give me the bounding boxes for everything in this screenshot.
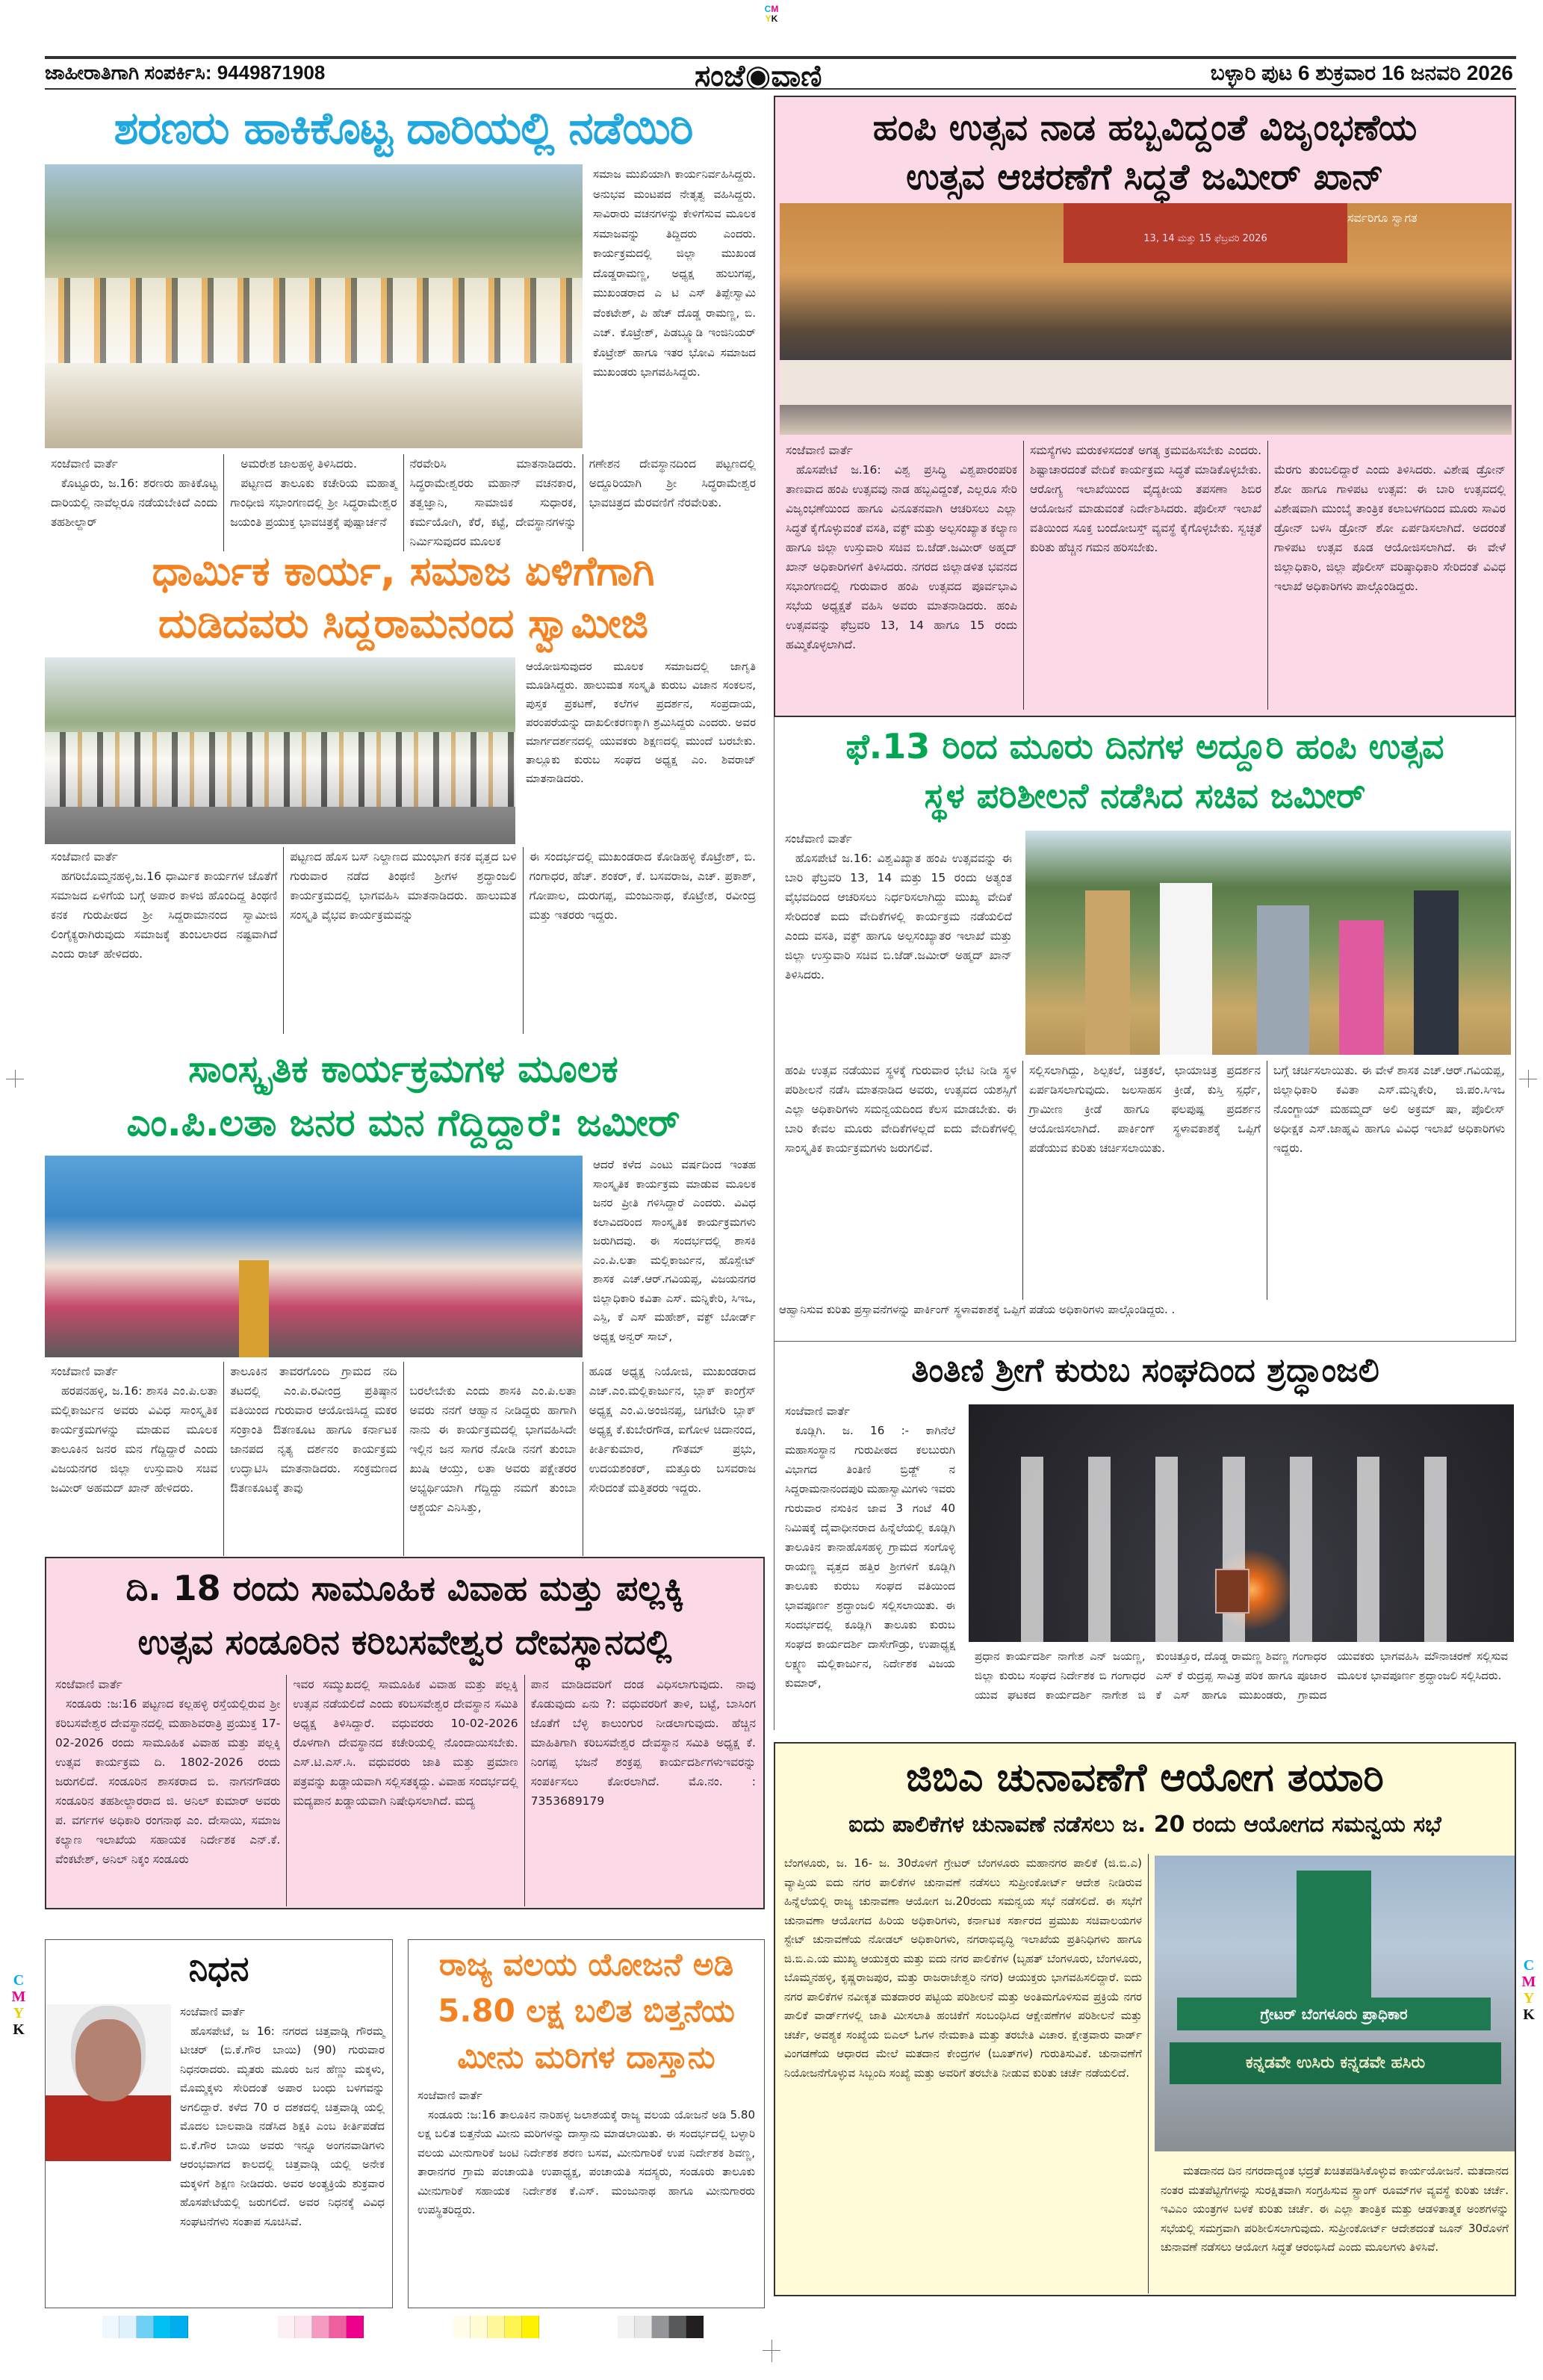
color-swatch-yellow-0 [453, 2316, 471, 2338]
photo-person-suit [1414, 890, 1459, 1055]
cmyk-k: K [771, 13, 778, 24]
cmyk-c: C [764, 4, 772, 14]
headline-line-2: ಎಂ.ಪಿ.ಲತಾ ಜನರ ಮನ ಗೆದ್ದಿದ್ದಾರೆ: ಜಮೀರ್ [126, 1101, 680, 1144]
hampi-main-col-3: ಮೆರಗು ತುಂಬಲಿದ್ದಾರೆ ಎಂದು ತಿಳಿಸಿದರು. ವಿಶೇಷ ಡ್ರೋನ್ ಶೋ ಹಾಗೂ ಗಾಳಿಪಟ ಉತ್ಸವ: ಈ ಬಾರಿ ಉತ್ಸವದಲ್ಲಿ ವಿಶೇಷವಾಗಿ ಮುಂಬೈ ತಾಂತ್ರಿಕ ಕಲಾಬಳಗದಿಂದ ಮೂರು ಸಾವಿರ ಡ್ರೋನ್ ಬಳಸಿ ಡ್ರೋನ್ ಶೋ ಏರ್ಪಡಿಸಲಾಗಿದೆ. ಅದರಂತೆ ಗಾಳಿಪಟ ಉತ್ಸವ ಕೂಡ ಆಯೋಜಿಸಲಾಗಿದೆ. ಈ ವೇಳೆ ಜಿಲ್ಲಾಧಿಕಾರಿ, ಜಿಲ್ಲಾ ಪೊಲೀಸ್ ವರಿಷ್ಠಾಧಿಕಾರಿ ಸೇರಿದಂತೆ ವಿವಿಧ ಇಲಾಖೆ ಅಧಿಕಾರಿಗಳು ಪಾಲ್ಗೊಂಡಿದ್ದರು. [1267, 441, 1512, 710]
samuhika-col-1 [49, 1675, 286, 1906]
byline: ಸಂಜೆವಾಣಿ ವಾರ್ತೆ [785, 1404, 850, 1418]
tinthini-photo-caption: ಪ್ರಧಾನ ಕಾರ್ಯದರ್ಶಿ ನಾಗೇಶ ಎನ್ ಜಯಣ್ಣ, ಜಿಲ್ಲಾ ಕುರುಬ ಸಂಘದ ನಿರ್ದೇಶಕ ಬಿ ಗಂಗಾಧರ ಯುವ ಘಟಕದ ಕಾರ್ಯದರ್ಶಿ ನಾಗೇಶ ಜಿ ಕುಂಚಿತ್ತೂರ, ದೊಡ್ಡ ರಾಮಣ್ಣ ಶಿವಣ್ಣ ಗಂಗಾಧರ ಎಸ್ ಕೆ ರುದ್ರಪ್ಪ ಸಾವಿತ್ರ ಪರಿಕ ಹಾಗೂ ಪೂಜಾರ ಕೆ ಎಸ್ ಹಾಗೂ ಮುಖಂಡರು, ಗ್ರಾಮದ ಯುವಕರು ಭಾಗವಹಿಸಿ ಮೌನಾಚರಣೆ ಸಲ್ಲಿಸುವ ಮೂಲಕ ಭಾವಪೂರ್ಣ ಶ್ರದ್ಧಾಂಜಲಿ ಸಲ್ಲಿಸಿದರು. [975, 1649, 1508, 1702]
photo-stage-banner [1064, 203, 1347, 263]
article-sharanaru [45, 93, 762, 548]
body-text: ಸಂಡೂರು :ಜ:16 ಪಟ್ಟಣದ ಕಲ್ಲಹಳ್ಳಿ ರಸ್ತೆಯಲ್ಲಿರುವ ಶ್ರೀ ಕರಿಬಸವೇಶ್ವರ ದೇವಸ್ಥಾನದಲ್ಲಿ ಮಹಾಶಿವರಾತ್ರಿ ಪ್ರಯುಕ್ತ 17-02-2026 ರಂದು ಸಾಮೂಹಿಕ ವಿವಾಹ ಮತ್ತು ಪಲ್ಲಕ್ಕಿ ಉತ್ಸವ ಕಾರ್ಯಕ್ರಮ ದಿ. 1802-2026 ರಂದು ಜರುಗಲಿದೆ. ಸಂಡೂರಿನ ಶಾಸಕರಾದ ಬಿ. ನಾಗನಗೌಡರು ಸಂಡೂರಿನ ತಹಶೀಲ್ದಾರರಾದ ಜಿ. ಅನಿಲ್ ಕುಮಾರ್ ಅವರು ಪ. ವರ್ಗಗಳ ಅಧಿಕಾರಿ ರಂಗನಾಥ ಎಂ. ದೇಸಾಯಿ, ಸಮಾಜ ಕಲ್ಯಾಣ ಇಲಾಖೆಯ ಸಹಾಯಕ ನಿರ್ದೇಶಕ ಎನ್.ಕೆ. ವೆಂಕಟೇಶ್, ಅನಿಲ್ ನಿಕ್ಕಂ ಸಂಡೂರು [55, 1697, 281, 1866]
hampi-main-col-1 [780, 441, 1023, 710]
photo-lamp [239, 1260, 269, 1357]
color-swatch-cyan-2 [137, 2316, 154, 2338]
cmyk-side-right [1521, 1957, 1537, 2023]
photo-emblem [1297, 1871, 1371, 1998]
dharmika-col-right: ಆಯೋಜಿಸುವುದರ ಮೂಲಕ ಸಮಾಜದಲ್ಲಿ ಜಾಗೃತಿ ಮೂಡಿಸಿದ್ದರು. ಹಾಲುಮತ ಸಂಸ್ಕೃತಿ ಕುರುಬ ವಿಜಾನ ಸಂಕಲನ, ಪುಸ್ತಕ ಪ್ರಕಟಣೆ, ಕಲೆಗಳ ಪ್ರದರ್ಶನ, ಸಂಪ್ರದಾಯ, ಪರಂಪರೆಯನ್ನು ದಾಖಲೀಕರಣಕ್ಕಾಗಿ ಶ್ರಮಿಸಿದ್ದರು ಎಂದರು. ಅವರ ಮಾರ್ಗದರ್ಶನದಲ್ಲಿ ಯುವಕರು ಶಿಕ್ಷಣದಲ್ಲಿ ಮುಂದೆ ಬರಬೇಕು. ತಾಲ್ಲೂಕು ಕುರುಬ ಸಂಘದ ಅಧ್ಯಕ್ಷ ಎಂ. ಶಿವರಾಜ್ ಮಾತನಾಡಿದರು. [526, 660, 756, 785]
photo-procession-crowd [45, 164, 583, 448]
samuhika-col-3: ಪಾನ ಮಾಡಿದವರಿಗೆ ದಂಡ ವಿಧಿಸಲಾಗುವುದು. ನಾವು ಕೊಡುವುದು ಏನು ?: ವಧುವರರಿಗೆ ತಾಳಿ, ಬಟ್ಟೆ, ಬಾಸಿಂಗ ಜೊತೆಗೆ ಬೆಳ್ಳಿ ಕಾಲುಂಗುರ ನೀಡಲಾಗುವುದು. ಹೆಚ್ಚಿನ ಮಾಹಿತಿಗಾಗಿ ಕರಿಬಸವೇಶ್ವರ ದೇವಸ್ಥಾನ ಸಮಿತಿ ಅಧ್ಯಕ್ಷ ಕೆ. ನಿಂಗಪ್ಪ ಭಜನೆ ಶಂಕ್ರಪ್ಪ ಕಾರ್ಯದರ್ಶಿಗಳುಇವರನ್ನು ಸಂಪರ್ಕಿಸಲು ಕೋರಲಾಗಿದೆ. ಮೊ.ನಂ. : 7353689179 [524, 1675, 762, 1906]
tinthini-col-left [779, 1401, 961, 1723]
color-swatch-cyan-3 [154, 2316, 171, 2338]
byline: ಸಂಜೆವಾಣಿ ವಾರ್ತೆ [51, 850, 118, 864]
mp-latha-columns [45, 1362, 762, 1556]
dateline: ಬಳ್ಳಾರಿ ಪುಟ 6 ಶುಕ್ರವಾರ 16 ಜನವರಿ 2026 [1210, 61, 1513, 84]
byline: ಸಂಜೆವಾಣಿ ವಾರ್ತೆ [785, 832, 852, 846]
cmyk-side-left [10, 1972, 27, 2038]
body-text: ಹೊಸಪೇಟೆ ಜ.16: ವಿಶ್ವವಿಖ್ಯಾತ ಹಂಪಿ ಉತ್ಸವವನ್ನು ಈ ಬಾರಿ ಫೆಬ್ರವರಿ 13, 14 ಮತ್ತು 15 ರಂದು ಅತ್ಯಂತ ವೈಭವದಿಂದ ಆಚರಿಸಲು ನಿರ್ಧರಿಸಲಾಗಿದ್ದು ಮುಖ್ಯ ವೇದಿಕೆ ಸೇರಿದಂತೆ ಐದು ವೇದಿಕೆಗಳಲ್ಲಿ ಕಾರ್ಯಕ್ರಮ ನಡೆಯಲಿದೆ ಎಂದು ವಸತಿ, ವಕ್ಫ್ ಹಾಗೂ ಅಲ್ಪಸಂಖ್ಯಾತರ ಇಲಾಖೆ ಮತ್ತು ಜಿಲ್ಲಾ ಉಸ್ತುವಾರಿ ಸಚಿವ ಬಿ.ಜೆಡ್.ಜಮೀರ್ ಅಹ್ಮದ್ ಖಾನ್ ತಿಳಿಸಿದರು. [785, 852, 1012, 982]
photo-gba-building [1155, 1856, 1515, 2151]
article-mp-latha [45, 1042, 762, 1514]
photo-police-officer [1085, 890, 1130, 1055]
color-swatch-black-0 [618, 2316, 635, 2338]
color-swatch-magenta-4 [347, 2316, 364, 2338]
headline-mp-latha [45, 1042, 762, 1150]
hampi-main-columns [780, 441, 1512, 710]
byline: ಸಂಜೆವಾಣಿ ವಾರ್ತೆ [417, 2089, 482, 2102]
mp-latha-col-1 [45, 1362, 223, 1556]
hampi-main-col-2: ಸಮಸ್ಯೆಗಳು ಮರುಕಳಿಸದಂತೆ ಅಗತ್ಯ ಕ್ರಮವಹಿಸಬೇಕು ಎಂದರು. ಶಿಷ್ಟಾಚಾರದಂತೆ ವೇದಿಕೆ ಕಾರ್ಯಕ್ರಮ ಸಿದ್ಧತೆ ಮಾಡಿಕೊಳ್ಳಬೇಕು. ಆರೋಗ್ಯ ಇಲಾಖೆಯಿಂದ ವೈದ್ಯಕೀಯ ತಪಸಣಾ ಶಿಬಿರ ಆಯೋಜನೆ ಮಾಡುವಂತೆ ನಿರ್ದೇಶಿಸಿದರು. ಪೊಲೀಸ್ ಇಲಾಖೆ ವತಿಯಿಂದ ಸೂಕ್ತ ಬಂದೋಬಸ್ತ್ ವ್ಯವಸ್ಥೆ ಕೈಗೊಳ್ಳಬೇಕು. ಸ್ವಚ್ಛತೆ ಕುರಿತು ಹೆಚ್ಚಿನ ಗಮನ ಹರಿಸಬೇಕು. [1023, 441, 1267, 710]
photo-portrait-frame [1215, 1569, 1249, 1614]
headline-line-2: ಸ್ಥಳ ಪರಿಶೀಲನೆ ನಡೆಸಿದ ಸಚಿವ ಜಮೀರ್ [924, 775, 1366, 816]
mp-latha-col-3: ಬರಲೇಬೇಕು ಎಂದು ಶಾಸಕಿ ಎಂ.ಪಿ.ಲತಾ ಅವರು ನನಗೆ ಆಹ್ವಾನ ನೀಡಿದ್ದರು ಹಾಗಾಗಿ ನಾನು ಈ ಕಾರ್ಯಕ್ರಮದಲ್ಲಿ ಭಾಗವಹಿಸಿದೇ ಇಲ್ಲಿನ ಜನ ಸಾಗರ ನೋಡಿ ನನಗೆ ತುಂಬಾ ಖುಷಿ ಆಯ್ತು, ಲತಾ ಅವರು ಪಕ್ಷೇತರರ ಅಭ್ಯರ್ಥಿಯಾಗಿ ಗೆದ್ದಿದ್ದು ನಮಗೆ ತುಂಬಾ ಆಶ್ಚರ್ಯ ಎನಿಸಿತ್ತು, [403, 1362, 583, 1556]
photo-people-group [991, 1457, 1484, 1642]
photo-person-pink [1339, 920, 1384, 1055]
photo-crowd-figures [45, 278, 583, 363]
headline-tinthini: ತಿಂತಿಣಿ ಶ್ರೀಗೆ ಕುರುಬ ಸಂಘದಿಂದ ಶ್ರದ್ಧಾಂಜಲಿ [911, 1351, 1379, 1389]
byline: ಸಂಜೆವಾಣಿ ವಾರ್ತೆ [51, 1365, 118, 1378]
body-text: ಪಟ್ಟಣದ ತಾಲೂಕು ಕಚೇರಿಯ ಮಹಾತ್ಮ ಗಾಂಧೀಜಿ ಸಭಾಂಗಣದಲ್ಲಿ ಶ್ರೀ ಸಿದ್ಧರಾಮೇಶ್ವರ ಜಯಂತಿ ಪ್ರಯುಕ್ತ ಭಾವಚಿತ್ರಕ್ಕೆ ಪುಷ್ಪಾರ್ಚನೆ [230, 477, 397, 529]
headline-line-1: ಫೆ.13 ರಿಂದ ಮೂರು ದಿನಗಳ ಅದ್ದೂರಿ ಹಂಪಿ ಉತ್ಸವ [845, 726, 1444, 766]
headline-line-1: ಧಾರ್ಮಿಕ ಕಾರ್ಯ, ಸಮಾಜ ಏಳಿಗೆಗಾಗಿ [152, 548, 655, 595]
cmyk-y: Y [13, 2005, 25, 2021]
headline-line-1: ರಾಜ್ಯ ವಲಯ ಯೋಜನೆ ಅಡಿ [438, 1946, 734, 1983]
headline-line-1: ಸಾಂಸ್ಕೃತಿಕ ಕಾರ್ಯಕ್ರಮಗಳ ಮೂಲಕ [188, 1047, 618, 1091]
color-swatch-yellow-2 [488, 2316, 505, 2338]
article-gba [774, 1742, 1516, 2296]
body-text: ಕೊಟ್ಟೂರು, ಜ.16: ಶರಣರು ಹಾಕಿಕೊಟ್ಟ ದಾರಿಯಲ್ಲಿ ನಾವೆಲ್ಲರೂ ನಡೆಯಬೇಕಿದೆ ಎಂದು ತಹಶೀಲ್ದಾರ್ [51, 477, 218, 529]
article-hampi-main [774, 96, 1516, 717]
hampi-site-col-3: ಬಗ್ಗೆ ಚರ್ಚಿಸಲಾಯಿತು. ಈ ವೇಳೆ ಶಾಸಕ ಎಚ್.ಆರ್.ಗವಿಯಪ್ಪ, ಜಿಲ್ಲಾಧಿಕಾರಿ ಕವಿತಾ ಎಸ್.ಮನ್ನಿಕೇರಿ, ಜಿ.ಪಂ.ಸಿಇಒ ನೊಂಗ್ಜಾಯ್ ಮಹಮ್ಮದ್ ಅಲಿ ಅಕ್ರಮ್ ಷಾ, ಪೊಲೀಸ್ ಅಧೀಕ್ಷಕ ಎಸ್.ಜಾಹ್ನವಿ ಹಾಗೂ ವಿವಿಧ ಇಲಾಖೆ ಅಧಿಕಾರಿಗಳು ಇದ್ದರು. [1267, 1061, 1511, 1300]
dharmika-col-3: ಈ ಸಂದರ್ಭದಲ್ಲಿ ಮುಖಂಡರಾದ ಕೋಡಿಹಳ್ಳಿ ಕೊಟ್ರೇಶ್, ಬಿ. ಗಂಗಾಧರ, ಹೆಚ್. ಶಂಕರ್, ಕೆ. ಬಸವರಾಜ, ಎಚ್. ಪ್ರಕಾಶ್, ಗೋಪಾಲ, ದುರುಗಪ್ಪ, ಮಂಜುನಾಥ, ಕೊಟ್ರೇಶ, ರವೀಂದ್ರ ಮತ್ತು ಇತರರು ಇದ್ದರು. [523, 847, 762, 1034]
color-bar-yellow [453, 2316, 539, 2340]
color-bar-black [618, 2316, 704, 2340]
body-text: ಅಮರೇಶ ಜಾಲಹಳ್ಳಿ ತಿಳಿಸಿದರು. [240, 457, 357, 471]
cmyk-c: C [13, 1972, 25, 1989]
cmyk-m: M [771, 4, 779, 14]
dharmika-columns [45, 847, 762, 1034]
headline-hampi-site [774, 717, 1515, 820]
headline-sharanaru: ಶರಣರು ಹಾಕಿಕೊಟ್ಟ ದಾರಿಯಲ್ಲಿ ನಡೆಯಿರಿ [114, 102, 693, 155]
headline-samuhika [46, 1558, 763, 1669]
nidhana-text [174, 2003, 391, 2302]
mp-latha-col-right: ಆದರೆ ಕಳೆದ ಎಂಟು ವರ್ಷದಿಂದ ಇಂತಹ ಸಾಂಸ್ಕೃತಿಕ ಕಾರ್ಯಕ್ರಮ ಮಾಡುವ ಮೂಲಕ ಜನರ ಪ್ರೀತಿ ಗಳಿಸಿದ್ದಾರೆ ಎಂದರು. ವಿವಿಧ ಕಲಾವಿದರಿಂದ ಸಾಂಸ್ಕೃತಿಕ ಕಾರ್ಯಕ್ರಮಗಳು ಜರುಗಿದವು. ಈ ಸಂದರ್ಭದಲ್ಲಿ ಶಾಸಕಿ ಎಂ.ಪಿ.ಲತಾ ಮಲ್ಲಿಕಾರ್ಜುನ, ಹೊಸ್ಪೇಟ್ ಶಾಸಕ ಎಚ್.ಆರ್.ಗವಿಯಪ್ಪ, ವಿಜಯನಗರ ಜಿಲ್ಲಾಧಿಕಾರಿ ಕವಿತಾ ಎಸ್. ಮನ್ನಿಕೇರಿ, ಸಿಇಒ, ಎಸ್ಪಿ, ಕೆ ಎಸ್ ಮಹೇಶ್, ವಕ್ಫ್ ಬೋರ್ಡ್ ಅಧ್ಯಕ್ಷ ಅನ್ವರ್ ಸಾಬ್, [593, 1158, 756, 1343]
sharanaru-col-3: ನೆರವೇರಿಸಿ ಮಾತನಾಡಿದರು. ಸಿದ್ಧರಾಮೇಶ್ವರರು ಮಹಾನ್ ವಚನಕಾರ, ತತ್ವಜ್ಞಾನಿ, ಸಾಮಾಜಿಕ ಸುಧಾರಕ, ಕರ್ಮಯೋಗಿ, ಕೆರೆ, ಕಟ್ಟೆ, ದೇವಸ್ಥಾನಗಳನ್ನು ನಿರ್ಮಿಸುವುದರ ಮೂಲಕ [403, 454, 583, 551]
color-swatch-yellow-4 [522, 2316, 539, 2338]
headline-gba: ಜಿಬಿಎ ಚುನಾವಣೆಗೆ ಆಯೋಗ ತಯಾರಿ [906, 1755, 1384, 1800]
body-text: ಸಂಡೂರು :ಜ:16 ತಾಲೂಕಿನ ನಾರಿಹಳ್ಳ ಜಲಾಶಯಕ್ಕೆ ರಾಜ್ಯ ವಲಯ ಯೋಜನೆ ಅಡಿ 5.80 ಲಕ್ಷ ಬಲಿತ ಬಿತ್ತನೆಯ ಮೀನು ಮರಿಗಳನ್ನು ದಾಸ್ತಾನು ಮಾಡಲಾಯಿತು. ಈ ಸಂದರ್ಭದಲ್ಲಿ ಬಳ್ಳಾರಿ ವಲಯ ಮೀನುಗಾರಿಕೆ ಜಂಟಿ ನಿರ್ದೇಶಕ ಶರಣ ಬಸವ, ಮೀನುಗಾರಿಕೆ ಉಪ ನಿರ್ದೇಶಕ ಶಿವಣ್ಣ, ತಾರಾನಗರ ಗ್ರಾಮ ಪಂಚಾಯತಿ ಉಪಾಧ್ಯಕ್ಷ, ಪಂಚಾಯತಿ ಸದಸ್ಯರು, ಸಂಡೂರು ತಾಲೂಕು ಮೀನುಗಾರಿಕೆ ಸಹಾಯಕ ನಿರ್ದೇಶಕ ಕೆ.ಎಸ್. ಮಂಜುನಾಥ ಹಾಗೂ ಮೀನುಗಾರರು ಉಪಸ್ಥಿತರಿದ್ದರು. [417, 2107, 755, 2216]
sharanaru-col-4: ಗಣೇಶನ ದೇವಸ್ಥಾನದಿಂದ ಪಟ್ಟಣದಲ್ಲಿ ಅದ್ದೂರಿಯಾಗಿ ಶ್ರೀ ಸಿದ್ಧರಾಮೇಶ್ವರ ಭಾವಚಿತ್ರದ ಮೆರವಣಿಗೆ ನೆರವೇರಿತು. [583, 454, 762, 551]
headline-line-1: ದಿ. 18 ರಂದು ಸಾಮೂಹಿಕ ವಿವಾಹ ಮತ್ತು ಪಲ್ಲಕ್ಕಿ [125, 1568, 684, 1608]
hampi-site-columns [779, 1061, 1511, 1300]
sharanaru-col-right: ಸಮಾಜ ಮುಖಿಯಾಗಿ ಕಾರ್ಯನಿರ್ವಹಿಸಿದ್ದರು. ಅನುಭವ ಮಂಟಪದ ನೇತೃತ್ವ ವಹಿಸಿದ್ದರು. ಸಾವಿರಾರು ವಚನಗಳನ್ನು ಕೇಳಿಗೆಸುವ ಮೂಲಕ ಸಮಾಜವನ್ನು ತಿದ್ದಿದರು ಎಂದರು. ಕಾರ್ಯಕ್ರಮದಲ್ಲಿ ಜಿಲ್ಲಾ ಮುಖಂಡ ದೊಡ್ಡರಾಮಣ್ಣ, ಅಧ್ಯಕ್ಷ ಹುಲುಗಪ್ಪ, ಮುಖಂಡರಾದ ಎ ಟಿ ಎಸ್ ತಿಪ್ಪೇಸ್ವಾಮಿ ವೆಂಕಟೇಶ್, ಪಿ ಹೆಚ್ ದೊಡ್ಡ ರಾಮಣ್ಣ, ಬಿ. ಎಚ್. ಕೊಟ್ರೇಶ್, ಪಿಡಬ್ಲ್ಯೂಡಿ ಇಂಜಿನಿಯರ್ ಕೊಟ್ರೇಶ್ ಹಾಗೂ ಇತರ ಭೋವಿ ಸಮಾಜದ ಮುಖಂಡರು ಭಾಗವಹಿಸಿದ್ದರು. [593, 167, 756, 379]
color-swatch-magenta-0 [278, 2316, 295, 2338]
color-swatch-cyan-0 [102, 2316, 119, 2338]
hampi-site-col-1: ಹಂಪಿ ಉತ್ಸವ ನಡೆಯುವ ಸ್ಥಳಕ್ಕೆ ಗುರುವಾರ ಭೇಟಿ ನೀಡಿ ಸ್ಥಳ ಪರಿಶೀಲನೆ ನಡೆಸಿ ಮಾತನಾಡಿದ ಅವರು, ಉತ್ಸವದ ಯಶಸ್ಸಿಗೆ ಎಲ್ಲಾ ಅಧಿಕಾರಿಗಳು ಸಮನ್ವಯದಿಂದ ಕೆಲಸ ಮಾಡಬೇಕು. ಈ ಬಾರಿ ಕೇವಲ ಮೂರು ವೇದಿಕೆಗಳಲ್ಲದೆ ಐದು ವೇದಿಕೆಗಳಲ್ಲಿ ಸಾಂಸ್ಕೃತಿಕ ಕಾರ್ಯಕ್ರಮಗಳು ಜರುಗಲಿವೆ. [785, 1064, 1016, 1155]
ad-contact: ಜಾಹೀರಾತಿಗಾಗಿ ಸಂಪರ್ಕಿಸಿ: 9449871908 [45, 61, 326, 84]
mp-latha-col-2: ತಾಲೂಕಿನ ತಾವರಗೊಂದಿ ಗ್ರಾಮದ ನದಿ ತಟದಲ್ಲಿ ಎಂ.ಪಿ.ರವೀಂದ್ರ ಪ್ರತಿಷ್ಠಾನ ವತಿಯಿಂದ ಗುರುವಾರ ಆಯೋಜಿಸಿದ್ದ ಮಕರ ಸಂಕ್ರಾಂತಿ ಔತಣಕೂಟ ಹಾಗೂ ಕರ್ನಾಟಕ ಜಾನಪದ ನೃತ್ಯ ದರ್ಶನಂ ಕಾರ್ಯಕ್ರಮ ಉದ್ಘಾಟಿಸಿ ಮಾತನಾಡಿದರು. ಸಂಕ್ರಮಣದ ಔತಣಕೂಟಕ್ಕೆ ತಾವು [223, 1362, 403, 1556]
headline-hampi-main [775, 97, 1515, 202]
gba-col-left: ಬೆಂಗಳೂರು, ಜ. 16- ಜ. 30ರೊಳಗೆ ಗ್ರೇಟರ್ ಬೆಂಗಳೂರು ಮಹಾನಗರ ಪಾಲಿಕೆ (ಜಿ.ಬಿ.ಎ) ವ್ಯಾಪ್ತಿಯ ಐದು ನಗರ ಪಾಲಿಕೆಗಳ ಚುನಾವಣೆ ನಡೆಸಲು ಸುಪ್ರೀಂಕೋರ್ಟ್ ಆದೇಶ ನೀಡಿರುವ ಹಿನ್ನೆಲೆಯಲ್ಲಿ ರಾಜ್ಯ ಚುನಾವಣಾ ಆಯೋಗ ಜ.20ರಂದು ಸಮನ್ವಯ ಸಭೆ ನಡೆಸಲಿದೆ. ಈ ಸಭೆಗೆ ಚುನಾವಣಾ ಆಯೋಗದ ಹಿರಿಯ ಅಧಿಕಾರಿಗಳು, ಕರ್ನಾಟಕ ಸರ್ಕಾರದ ಪ್ರಮುಖ ಸಚಿವಾಲಯಗಳ ಸ್ಟೇಟ್ ಚುನಾವಣೆಯ ನೋಡಲ್ ಅಧಿಕಾರಿಗಳು, ನಗರಾಭಿವೃದ್ಧಿ ಇಲಾಖೆಯ ಪ್ರತಿನಿಧಿಗಳು ಹಾಗೂ ಜಿ.ಬಿ.ಎ.ಯ ಮುಖ್ಯ ಆಯುಕ್ತರು ಮತ್ತು ಐದು ನಗರ ಪಾಲಿಕೆಗಳ (ಬೃಹತ್ ಬೆಂಗಳೂರು, ಬೆಂಗಳೂರು, ಬೊಮ್ಮನಹಳ್ಳಿ, ಕೃಷ್ಣರಾಜಪುರ, ಮತ್ತು ರಾಜರಾಜೇಶ್ವರಿ ನಗರ) ಆಯುಕ್ತರು ಭಾಗವಹಿಸಲಿದ್ದಾರೆ. ಐದು ನಗರ ಪಾಲಿಕೆಗಳ ನವೀಕೃತ ಮತದಾರರ ಪಟ್ಟಿಯ ಪರಿಶೀಲನೆ ಮತ್ತು ಅಂತಿಮಗೊಳಿಸುವ ಪ್ರಕ್ರಿಯೆ ನಗರ ಪಾಲಿಕೆ ವಾರ್ಡ್‌ಗಳಲ್ಲಿ ಜಾತಿ ಮೀಸಲಾತಿ ಹಂಚಿಕೆಗೆ ಸಂಬಂಧಿಸಿದ ಆಕ್ಷೇಪಣೆಗಳ ಪರಿಶೀಲನೆ ಮತ್ತು ಚರ್ಚೆ, ಅವಶ್ಯಕ ಸಂಖ್ಯೆಯ ಬಿಎಲ್ ಓಗಳ ನೇಮಕಾತಿ ಮತ್ತು ತರಬೇತಿ ವಿಚಾರ. ಕ್ಷೇತ್ರವಾರು ವಾರ್ಡ್ ವಿಂಗಡಣೆಯ ಆಧಾರದ ಮೇಲೆ ಮತದಾನ ಕೇಂದ್ರಗಳ (ಬೂತ್‌ಗಳ) ಗುರುತಿಸುವಿಕೆ. ಚುನಾವಣೆಗೆ ನಿಯೋಜನೆಗೊಳ್ಳುವ ಸಿಬ್ಬಂದಿ ಸಂಖ್ಯೆ ಮತ್ತು ಅವರಿಗೆ ತರಬೇತಿ ನೀಡುವ ಕುರಿತು ಚರ್ಚೆ ನಡೆಯಲಿದೆ. [778, 1854, 1149, 2293]
color-bar-magenta [278, 2316, 364, 2340]
cmyk-y: Y [765, 13, 772, 24]
article-meenu [408, 1939, 765, 2308]
dharmika-col-1 [45, 847, 283, 1034]
hampi-site-lead [779, 829, 1018, 1053]
body-text: ಹೊಸಪೇಟೆ ಜ.16: ವಿಶ್ವ ಪ್ರಸಿದ್ಧಿ ವಿಶ್ವಪಾರಂಪರಿಕ ತಾಣವಾದ ಹಂಪಿ ಉತ್ಸವವು ನಾಡ ಹಬ್ಬವಿದ್ದಂತೆ, ಎಲ್ಲರೂ ಸೇರಿ ವಿಜೃಂಭಣೆಯಿಂದ ಹಾಗೂ ವಿನೂತನವಾಗಿ ಆಚರಿಸಲು ಎಲ್ಲಾ ಸಿದ್ಧತೆ ಕೈಗೊಳ್ಳುವಂತೆ ವಸತಿ, ವಕ್ಫ್ ಮತ್ತು ಅಲ್ಪಸಂಖ್ಯಾತ ಕಲ್ಯಾಣ ಹಾಗೂ ಜಿಲ್ಲಾ ಉಸ್ತುವಾರಿ ಸಚಿವ ಬಿ.ಜೆಡ್.ಜಮೀರ್ ಅಹ್ಮದ್ ಖಾನ್ ಅಧಿಕಾರಿಗಳಿಗೆ ತಿಳಿಸಿದರು. ನಗರದ ಜಿಲ್ಲಾಡಳಿತ ಭವನದ ಸಭಾಂಗಣದಲ್ಲಿ ಗುರುವಾರ ಹಂಪಿ ಉತ್ಸವದ ಪೂರ್ವಭಾವಿ ಸಭೆಯ ಅಧ್ಯಕ್ಷತೆ ವಹಿಸಿ ಅವರು ಮಾತನಾಡಿದರು. ಹಂಪಿ ಉತ್ಸವವನ್ನು ಫೆಬ್ರವರಿ 13, 14 ಹಾಗೂ 15 ರಂದು ಹಮ್ಮಿಕೊಳ್ಳಲಾಗಿದೆ. [786, 463, 1017, 651]
byline: ಸಂಜೆವಾಣಿ ವಾರ್ತೆ [55, 1678, 122, 1691]
article-dharmika [45, 545, 762, 961]
cmyk-m: M [1521, 1974, 1536, 1990]
photo-crowd-figures [45, 732, 515, 807]
photo-person-white [1160, 883, 1212, 1055]
photo-face [75, 2019, 141, 2101]
cmyk-y: Y [1523, 1990, 1535, 2006]
article-tinthini [774, 1342, 1516, 1730]
hampi-site-col-2: ಸಲ್ಲಿಸಲಾಗಿದ್ದು, ಶಿಲ್ಪಕಲೆ, ಚಿತ್ರಕಲೆ, ಛಾಯಾಚಿತ್ರ ಪ್ರದರ್ಶನ ಏರ್ಪಡಿಸಲಾಗುವುದು. ಜಲಸಾಹಸ ಕ್ರೀಡೆ, ಕುಸ್ತಿ ಸ್ಪರ್ಧೆ, ಗ್ರಾಮೀಣ ಕ್ರೀಡೆ ಹಾಗೂ ಫಲಪುಷ್ಪ ಪ್ರದರ್ಶನ ಆಯೋಜಿಸಲಾಗಿದೆ. ಪಾರ್ಕಿಂಗ್ ಸ್ಥಳಾವಕಾಶಕ್ಕೆ ಒಪ್ಪಿಗೆ ಪಡೆಯುವ ಕುರಿತು ಚರ್ಚಿಸಲಾಯಿತು. [1022, 1061, 1267, 1300]
body-text: ಕೂಡ್ಲಿಗಿ. ಜ. 16 :- ಕಾಗಿನೆಲೆ ಮಹಾಸಂಸ್ಥಾನ ಗುರುಪೀಠದ ಕಲಬುರುಗಿ ವಿಭಾಗದ ತಿಂತಿಣಿ ಬ್ರಿಡ್ಜ್ ನ ಸಿದ್ದರಾಮನಾನಂದಪುರಿ ಮಹಾಸ್ವಾಮಿಗಳು ಇವರು ಗುರುವಾರ ನಸುಕಿನ ಜಾವ 3 ಗಂಟೆ 40 ನಿಮಿಷಕ್ಕೆ ದೈವಾಧೀನರಾದ ಹಿನ್ನೆಲೆಯಲ್ಲಿ ಕೂಡ್ಲಿಗಿ ತಾಲೂಕಿನ ಕಾನಾಹೊಸಹಳ್ಳಿ ಗ್ರಾಮದ ಸಂಗೊಳ್ಳಿ ರಾಯಣ್ಣ ವೃತ್ತದ ಹತ್ತಿರ ಶ್ರೀಗಳಿಗೆ ಕೂಡ್ಲಿಗಿ ತಾಲೂಕು ಕುರುಬ ಸಂಘದ ವತಿಯಿಂದ ಭಾವಪೂರ್ಣ ಶ್ರದ್ಧಾಂಜಲಿ ಸಲ್ಲಿಸಲಾಯಿತು. ಈ ಸಂದರ್ಭದಲ್ಲಿ ಕೂಡ್ಲಿಗಿ ತಾಲೂಕು ಕುರುಬ ಸಂಘದ ಕಾರ್ಯದರ್ಶಿ ದಾಸೇಗೌಡ್ರು, ಉಪಾಧ್ಯಕ್ಷ ಲಕ್ಷ್ಮಣ ಮಲ್ಲಿಕಾರ್ಜುನ, ನಿರ್ದೇಶಕ ವಿಜಯ ಕುಮಾರ್, [785, 1424, 955, 1690]
color-swatch-magenta-1 [295, 2316, 312, 2338]
gba-col-right: ಮತದಾನದ ದಿನ ನಗರದಾದ್ಯಂತ ಭದ್ರತೆ ಖಚಿತಪಡಿಸಿಕೊಳ್ಳುವ ಕಾರ್ಯಯೋಜನೆ. ಮತದಾನದ ನಂತರ ಮತಪೆಟ್ಟಿಗೆಗಳನ್ನು ಸುರಕ್ಷಿತವಾಗಿ ಸಂಗ್ರಹಿಸುವ ಸ್ಟ್ರಾಂಗ್ ರೂಮ್‌ಗಳ ವ್ಯವಸ್ಥೆ ಕುರಿತು ಚರ್ಚೆ. ಇವಿಎಂ ಯಂತ್ರಗಳ ಬಳಕೆ ಕುರಿತು ಚರ್ಚೆ. ಈ ಎಲ್ಲಾ ತಾಂತ್ರಿಕ ಮತ್ತು ಆಡಳಿತಾತ್ಮಕ ಅಂಶಗಳನ್ನು ಸಭೆಯಲ್ಲಿ ಸಮಗ್ರವಾಗಿ ಪರಿಶೀಲಿಸಲಾಗುವುದು. ಸುಪ್ರೀಂಕೋರ್ಟ್ ಆದೇಶದಂತೆ ಜೂನ್ 30ರೊಳಗೆ ಚುನಾವಣೆ ನಡೆಸಲು ಆಯೋಗ ಸಿದ್ಧತೆ ಆರಂಭಿಸಿದೆ ಎಂದು ಮೂಲಗಳು ತಿಳಿಸಿವೆ. [1161, 2164, 1509, 2254]
color-swatch-black-2 [652, 2316, 669, 2338]
photo-table [780, 360, 1512, 405]
sharanaru-col-1 [45, 454, 223, 551]
dharmika-col-2: ಪಟ್ಟಣದ ಹೊಸ ಬಸ್ ನಿಲ್ದಾಣದ ಮುಂಭಾಗ ಕನಕ ವೃತ್ತದ ಬಳಿ ಗುರುವಾರ ನಡೆದ ತಿಂಥಣಿ ಶ್ರೀಗಳ ಶ್ರದ್ಧಾಂಜಲಿ ಕಾರ್ಯಕ್ರಮದಲ್ಲಿ ಭಾಗವಹಿಸಿ ಮಾತನಾಡಿದರು. ಹಾಲುಮತ ಸಂಸ್ಕೃತಿ ವೈಭವ ಕಾರ್ಯಕ್ರಮವನ್ನು [283, 847, 522, 1034]
masthead-bottom-rule [45, 88, 1516, 90]
mp-latha-col-4: ಹೂಡ ಅಧ್ಯಕ್ಷ ನಿಯೋಜಿ, ಮುಖಂಡರಾದ ಎಚ್.ಎಂ.ಮಲ್ಲಿಕಾರ್ಜುನ, ಬ್ಲಾಕ್ ಕಾಂಗ್ರೆಸ್ ಅಧ್ಯಕ್ಷ ಎಂ.ವಿ.ಅಂಜಿನಪ್ಪ, ಚಿಗಟೇರಿ ಬ್ಲಾಕ್ ಅಧ್ಯಕ್ಷ ಕೆ.ಕುಬೇರಗೌಡ, ಐಗೋಳ ಚಿದಾನಂದ, ಕೀರ್ತಿಕುಮಾರ, ಗೌತಮ್ ಪ್ರಭು, ಉದಯಶಂಕರ್, ಮತ್ತೂರು ಬಸವರಾಜ ಸೇರಿದಂತೆ ಮತ್ತಿತರರು ಇದ್ದರು. [583, 1362, 762, 1556]
photo-lamp-lighting [45, 1156, 583, 1357]
photo-hampi-meeting [780, 203, 1512, 435]
headline-line-2: ಉತ್ಸವ ಸಂಡೂರಿನ ಕರಿಬಸವೇಶ್ವರ ದೇವಸ್ಥಾನದಲ್ಲಿ [137, 1622, 672, 1662]
color-swatch-cyan-1 [119, 2316, 137, 2338]
samuhika-columns [49, 1675, 762, 1906]
color-swatch-black-3 [669, 2316, 686, 2338]
registration-mark-left-v [15, 1070, 16, 1088]
color-swatch-yellow-1 [471, 2316, 488, 2338]
registration-mark-right-v [1528, 1070, 1529, 1088]
cmyk-registration-mark [762, 4, 781, 24]
photo-sign-gba: ಗ್ರೇಟರ್ ಬೆಂಗಳೂರು ಪ್ರಾಧಿಕಾರ [1177, 1998, 1491, 2030]
headline-line-1: ಹಂಪಿ ಉತ್ಸವ ನಾಡ ಹಬ್ಬವಿದ್ದಂತೆ ವಿಜೃಂಭಣೆಯ [872, 107, 1418, 149]
headline-line-3: ಮೀನು ಮರಿಗಳ ದಾಸ್ತಾನು [457, 2039, 715, 2075]
photo-candle-tribute [969, 1404, 1514, 1642]
color-swatch-cyan-4 [171, 2316, 188, 2338]
photo-deceased-portrait [46, 2004, 171, 2161]
byline: ಸಂಜೆವಾಣಿ ವಾರ್ತೆ [786, 444, 853, 457]
meenu-text [412, 2086, 761, 2303]
photo-minister [1257, 905, 1309, 1055]
color-swatch-magenta-3 [329, 2316, 347, 2338]
color-swatch-black-1 [635, 2316, 652, 2338]
samuhika-col-2: ಇವರ ಸಮ್ಮುಖದಲ್ಲಿ ಸಾಮೂಹಿಕ ವಿವಾಹ ಮತ್ತು ಪಲ್ಲಕ್ಕಿ ಉತ್ಸವ ನಡೆಯಲಿದೆ ಎಂದು ಕರಿಬಸವೇಶ್ವರ ದೇವಸ್ಥಾನ ಸಮಿತಿ ಅಧ್ಯಕ್ಷ ತಿಳಿಸಿದ್ದಾರೆ. ವಧುವರರು 10-02-2026 ರೊಳಗಾಗಿ ದೇವಸ್ಥಾನದ ಕಚೇರಿಯಲ್ಲಿ ನೊಂದಾಯಿಸಬೇಕು. ಎಸ್.ಟಿ.ಎಸ್.ಸಿ. ವಧುವರರು ಜಾತಿ ಮತ್ತು ಪ್ರಮಾಣ ಪತ್ರವನ್ನು ಖಡ್ಡಾಯವಾಗಿ ಸಲ್ಲಿಸತಕ್ಕದ್ದು. ವಿವಾಹ ಸಂದರ್ಭದಲ್ಲಿ ಮದ್ಯಪಾನ ಖಡ್ಡಾಯವಾಗಿ ನಿಷೇಧಿಸಲಾಗಿದೆ. ಮದ್ಯ [286, 1675, 524, 1906]
article-nidhana [45, 1939, 393, 2308]
article-hampi-site [774, 717, 1516, 1342]
headline-line-2: ದುಡಿದವರು ಸಿದ್ದರಾಮನಂದ ಸ್ವಾಮೀಜಿ [158, 600, 649, 647]
banner-welcome: ಸರ್ವರಿಗೂ ಸ್ವಾಗತ [1347, 211, 1418, 225]
article-samuhika [45, 1557, 765, 1909]
headline-line-2: ಉತ್ಸವ ಆಚರಣೆಗೆ ಸಿದ್ಧತೆ ಜಮೀರ್ ಖಾನ್ [906, 156, 1384, 198]
sharanaru-columns [45, 454, 762, 551]
byline: ಸಂಜೆವಾಣಿ ವಾರ್ತೆ [51, 457, 118, 471]
newspaper-logo: ಸಂಜೆ◉ವಾಣಿ [695, 58, 822, 93]
banner-date: 13, 14 ಮತ್ತು 15 ಫೆಬ್ರವರಿ 2026 [1143, 233, 1267, 244]
hampi-site-closing: ಆಹ್ವಾನಿಸುವ ಕುರಿತು ಪ್ರಸ್ತಾವನೆಗಳನ್ನು ಪಾರ್ಕಿಂಗ್ ಸ್ಥಳಾವಕಾಶಕ್ಕೆ ಒಪ್ಪಿಗೆ ಪಡೆಯ ಅಧಿಕಾರಿಗಳು ಪಾಲ್ಗೊಂಡಿದ್ದರು. . [779, 1303, 1176, 1316]
cmyk-k: K [13, 2021, 25, 2038]
photo-sign-kannada: ಕನ್ನಡವೇ ಉಸಿರು ಕನ್ನಡವೇ ಹಸಿರು [1170, 2042, 1501, 2084]
color-swatch-black-4 [686, 2316, 704, 2338]
photo-red-saree [46, 2095, 171, 2161]
body-text: ಹರಪನಹಳ್ಳಿ, ಜ.16: ಶಾಸಕಿ ಎಂ.ಪಿ.ಲತಾ ಮಲ್ಲಿಕಾರ್ಜುನ ಅವರು ವಿವಿಧ ಸಾಂಸ್ಕೃತಿಕ ಕಾರ್ಯಕ್ರಮಗಳನ್ನು ಮಾಡುವ ಮೂಲಕ ತಾಲೂಕಿನ ಜನರ ಮನ ಗೆದ್ದಿದ್ದಾರೆ ಎಂದು ವಿಜಯನಗರ ಜಿಲ್ಲಾ ಉಸ್ತುವಾರಿ ಸಚಿವ ಜಮೀರ್ ಅಹಮದ್ ಖಾನ್ ಹೇಳಿದರು. [51, 1384, 218, 1495]
headline-line-2: 5.80 ಲಕ್ಷ ಬಲಿತ ಬಿತ್ತನೆಯ [438, 1992, 735, 2029]
headline-nidhana: ನಿಧನ [188, 1948, 249, 1989]
cmyk-m: M [11, 1989, 26, 2005]
photo-tribute-gathering [45, 657, 515, 844]
headline-meenu [409, 1940, 764, 2080]
body-text: ಹೊಸಪೇಟೆ, ಜ 16: ನಗರದ ಚಿತ್ತವಾಡ್ಗಿ ಗೌರಮ್ಮ ಟೀಚರ್ (ಬಿ.ಕೆ.ಗೌರ ಬಾಯಿ) (90) ಗುರುವಾರ ನಿಧನರಾದರು. ಮೃತರು ಮೂರು ಜನ ಹೆಣ್ಣು ಮಕ್ಕಳು, ಮೊಮ್ಮಕ್ಕಳು ಸೇರಿದಂತೆ ಅಪಾರ ಬಂಧು ಬಳಗವನ್ನು ಅಗಲಿದ್ದಾರೆ. ಕಳೆದ 70 ರ ದಶಕದಲ್ಲಿ ಚಿತ್ತವಾಡ್ಗಿ ಯಲ್ಲಿ ಮೊದಲ ಬಾಲವಾಡಿ ನಡೆಸಿದ ಶಿಕ್ಷಕಿ ಎಂಬ ಕೀರ್ತಿಪಡೆದ ಬಿ.ಕೆ.ಗೌರ ಬಾಯಿ ಅವರು ಇನ್ನೂ ಅಂಗನವಾಡಿಗಳು ಆರಂಭವಾಗದ ಕಾಲದಲ್ಲಿ ಚಿತ್ತವಾಡ್ಗಿ ಯಲ್ಲಿ ಅನೇಕ ಮಕ್ಕಳಿಗೆ ಶಿಕ್ಷಣ ನೀಡಿದರು. ಅವರ ಅಂತ್ಯಕ್ರಿಯೆ ಶುಕ್ರವಾರ ಹೊಸಪೇಟೆಯಲ್ಲಿ ಜರುಗಲಿದೆ. ಅವರ ನಿಧನಕ್ಕೆ ವಿವಿಧ ಸಂಘಟನೆಗಳು ಸಂತಾಪ ಸೂಚಿಸಿವೆ. [180, 2024, 385, 2228]
color-bar-cyan [102, 2316, 188, 2340]
byline: ಸಂಜೆವಾಣಿ ವಾರ್ತೆ [180, 2005, 245, 2018]
body-text: ಹಗರಿಬೊಮ್ಮನಹಳ್ಳಿ,ಜ.16 ಧಾರ್ಮಿಕ ಕಾರ್ಯಗಳ ಜೊತೆಗೆ ಸಮಾಜದ ಏಳಿಗೆಯ ಬಗ್ಗೆ ಅಪಾರ ಕಾಳಜಿ ಹೊಂದಿದ್ದ ತಿಂಥಣಿ ಕನಕ ಗುರುಪೀಠದ ಶ್ರೀ ಸಿದ್ದರಾಮಾನಂದ ಸ್ವಾಮೀಜಿ ಲಿಂಗೈಕ್ಯರಾಗಿರುವುದು ಸಮಾಜಕ್ಕೆ ತುಂಬಲಾರದ ನಷ್ಟವಾಗಿದೆ ಎಂದು ರಾಜ್ ಹೇಳಿದರು. [51, 870, 278, 961]
headline-dharmika [45, 545, 762, 650]
subheadline-gba: ಐದು ಪಾಲಿಕೆಗಳ ಚುನಾವಣೆ ನಡೆಸಲು ಜ. 20 ರಂದು ಆಯೋಗದ ಸಮನ್ವಯ ಸಭೆ [848, 1812, 1441, 1838]
sharanaru-col-2 [223, 454, 403, 551]
cmyk-k: K [1523, 2006, 1535, 2023]
color-swatch-magenta-2 [312, 2316, 329, 2338]
color-swatch-yellow-3 [505, 2316, 522, 2338]
photo-site-inspection [1025, 831, 1511, 1055]
cmyk-c: C [1523, 1957, 1535, 1974]
